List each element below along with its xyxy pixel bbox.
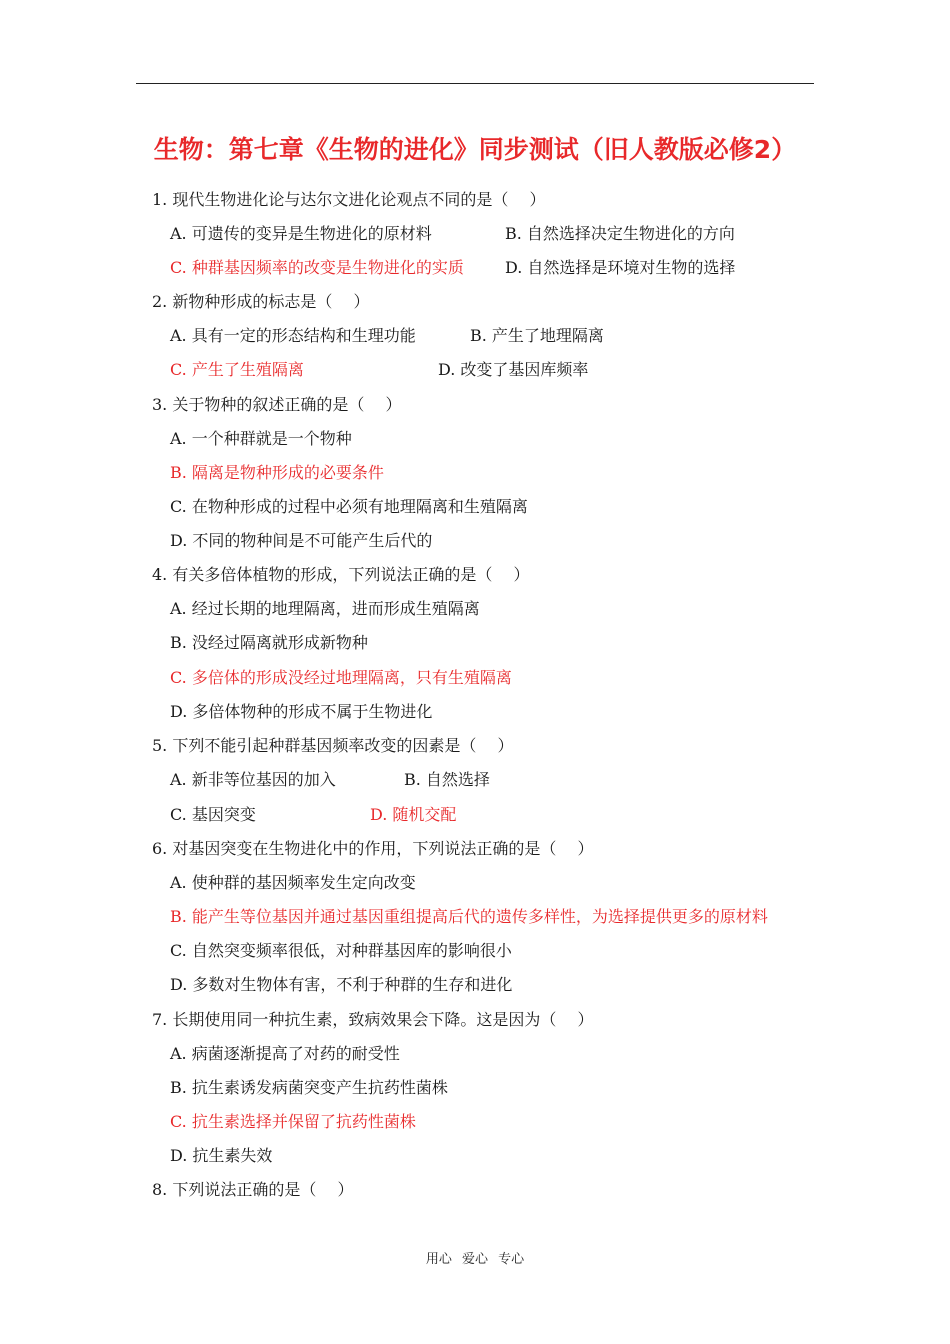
question-2-option-b: B. 产生了地理隔离: [470, 326, 604, 345]
question-1-option-a: A. 可遗传的变异是生物进化的原材料: [170, 224, 432, 243]
page-footer: 用心 爱心 专心: [425, 1252, 525, 1267]
question-5-option-d-answer: D. 随机交配: [370, 805, 457, 824]
question-7-option-a: A. 病菌逐渐提高了对药的耐受性: [170, 1044, 400, 1063]
question-1-option-c-answer: C. 种群基因频率的改变是生物进化的实质: [170, 258, 464, 277]
question-1-option-d: D. 自然选择是环境对生物的选择: [505, 258, 736, 277]
question-5-option-c: C. 基因突变: [170, 805, 256, 824]
question-2-stem: 2. 新物种形成的标志是（ ）: [152, 292, 370, 311]
question-6-option-a: A. 使种群的基因频率发生定向改变: [170, 873, 416, 892]
question-5-option-a: A. 新非等位基因的加入: [170, 770, 336, 789]
question-7-option-b: B. 抗生素诱发病菌突变产生抗药性菌株: [170, 1078, 448, 1097]
page-title: 生物：第七章《生物的进化》同步测试（旧人教版必修2）: [153, 135, 797, 164]
question-6-stem: 6. 对基因突变在生物进化中的作用，下列说法正确的是（ ）: [152, 839, 594, 858]
question-4-option-a: A. 经过长期的地理隔离，进而形成生殖隔离: [170, 599, 480, 618]
question-6-option-d: D. 多数对生物体有害，不利于种群的生存和进化: [170, 975, 513, 994]
question-3-stem: 3. 关于物种的叙述正确的是（ ）: [152, 395, 402, 414]
question-4-option-b: B. 没经过隔离就形成新物种: [170, 633, 368, 652]
question-1-stem: 1. 现代生物进化论与达尔文进化论观点不同的是（ ）: [152, 190, 546, 209]
question-4-option-c-answer: C. 多倍体的形成没经过地理隔离，只有生殖隔离: [170, 668, 512, 687]
question-5-option-b: B. 自然选择: [404, 770, 490, 789]
header-rule: [136, 83, 814, 84]
question-2-option-c-answer: C. 产生了生殖隔离: [170, 360, 304, 379]
question-3-option-c: C. 在物种形成的过程中必须有地理隔离和生殖隔离: [170, 497, 528, 516]
question-5-stem: 5. 下列不能引起种群基因频率改变的因素是（ ）: [152, 736, 514, 755]
question-7-stem: 7. 长期使用同一种抗生素，致病效果会下降。这是因为（ ）: [152, 1010, 594, 1029]
question-6-option-c: C. 自然突变频率很低，对种群基因库的影响很小: [170, 941, 512, 960]
question-1-option-b: B. 自然选择决定生物进化的方向: [505, 224, 735, 243]
question-4-stem: 4. 有关多倍体植物的形成，下列说法正确的是（ ）: [152, 565, 530, 584]
question-6-option-b-answer: B. 能产生等位基因并通过基因重组提高后代的遗传多样性，为选择提供更多的原材料: [170, 907, 768, 926]
question-7-option-d: D. 抗生素失效: [170, 1146, 273, 1165]
question-4-option-d: D. 多倍体物种的形成不属于生物进化: [170, 702, 433, 721]
question-8-stem: 8. 下列说法正确的是（ ）: [152, 1180, 354, 1199]
question-2-option-a: A. 具有一定的形态结构和生理功能: [170, 326, 416, 345]
question-3-option-d: D. 不同的物种间是不可能产生后代的: [170, 531, 433, 550]
question-3-option-a: A. 一个种群就是一个物种: [170, 429, 352, 448]
question-2-option-d: D. 改变了基因库频率: [438, 360, 589, 379]
question-7-option-c-answer: C. 抗生素选择并保留了抗药性菌株: [170, 1112, 416, 1131]
question-3-option-b-answer: B. 隔离是物种形成的必要条件: [170, 463, 384, 482]
